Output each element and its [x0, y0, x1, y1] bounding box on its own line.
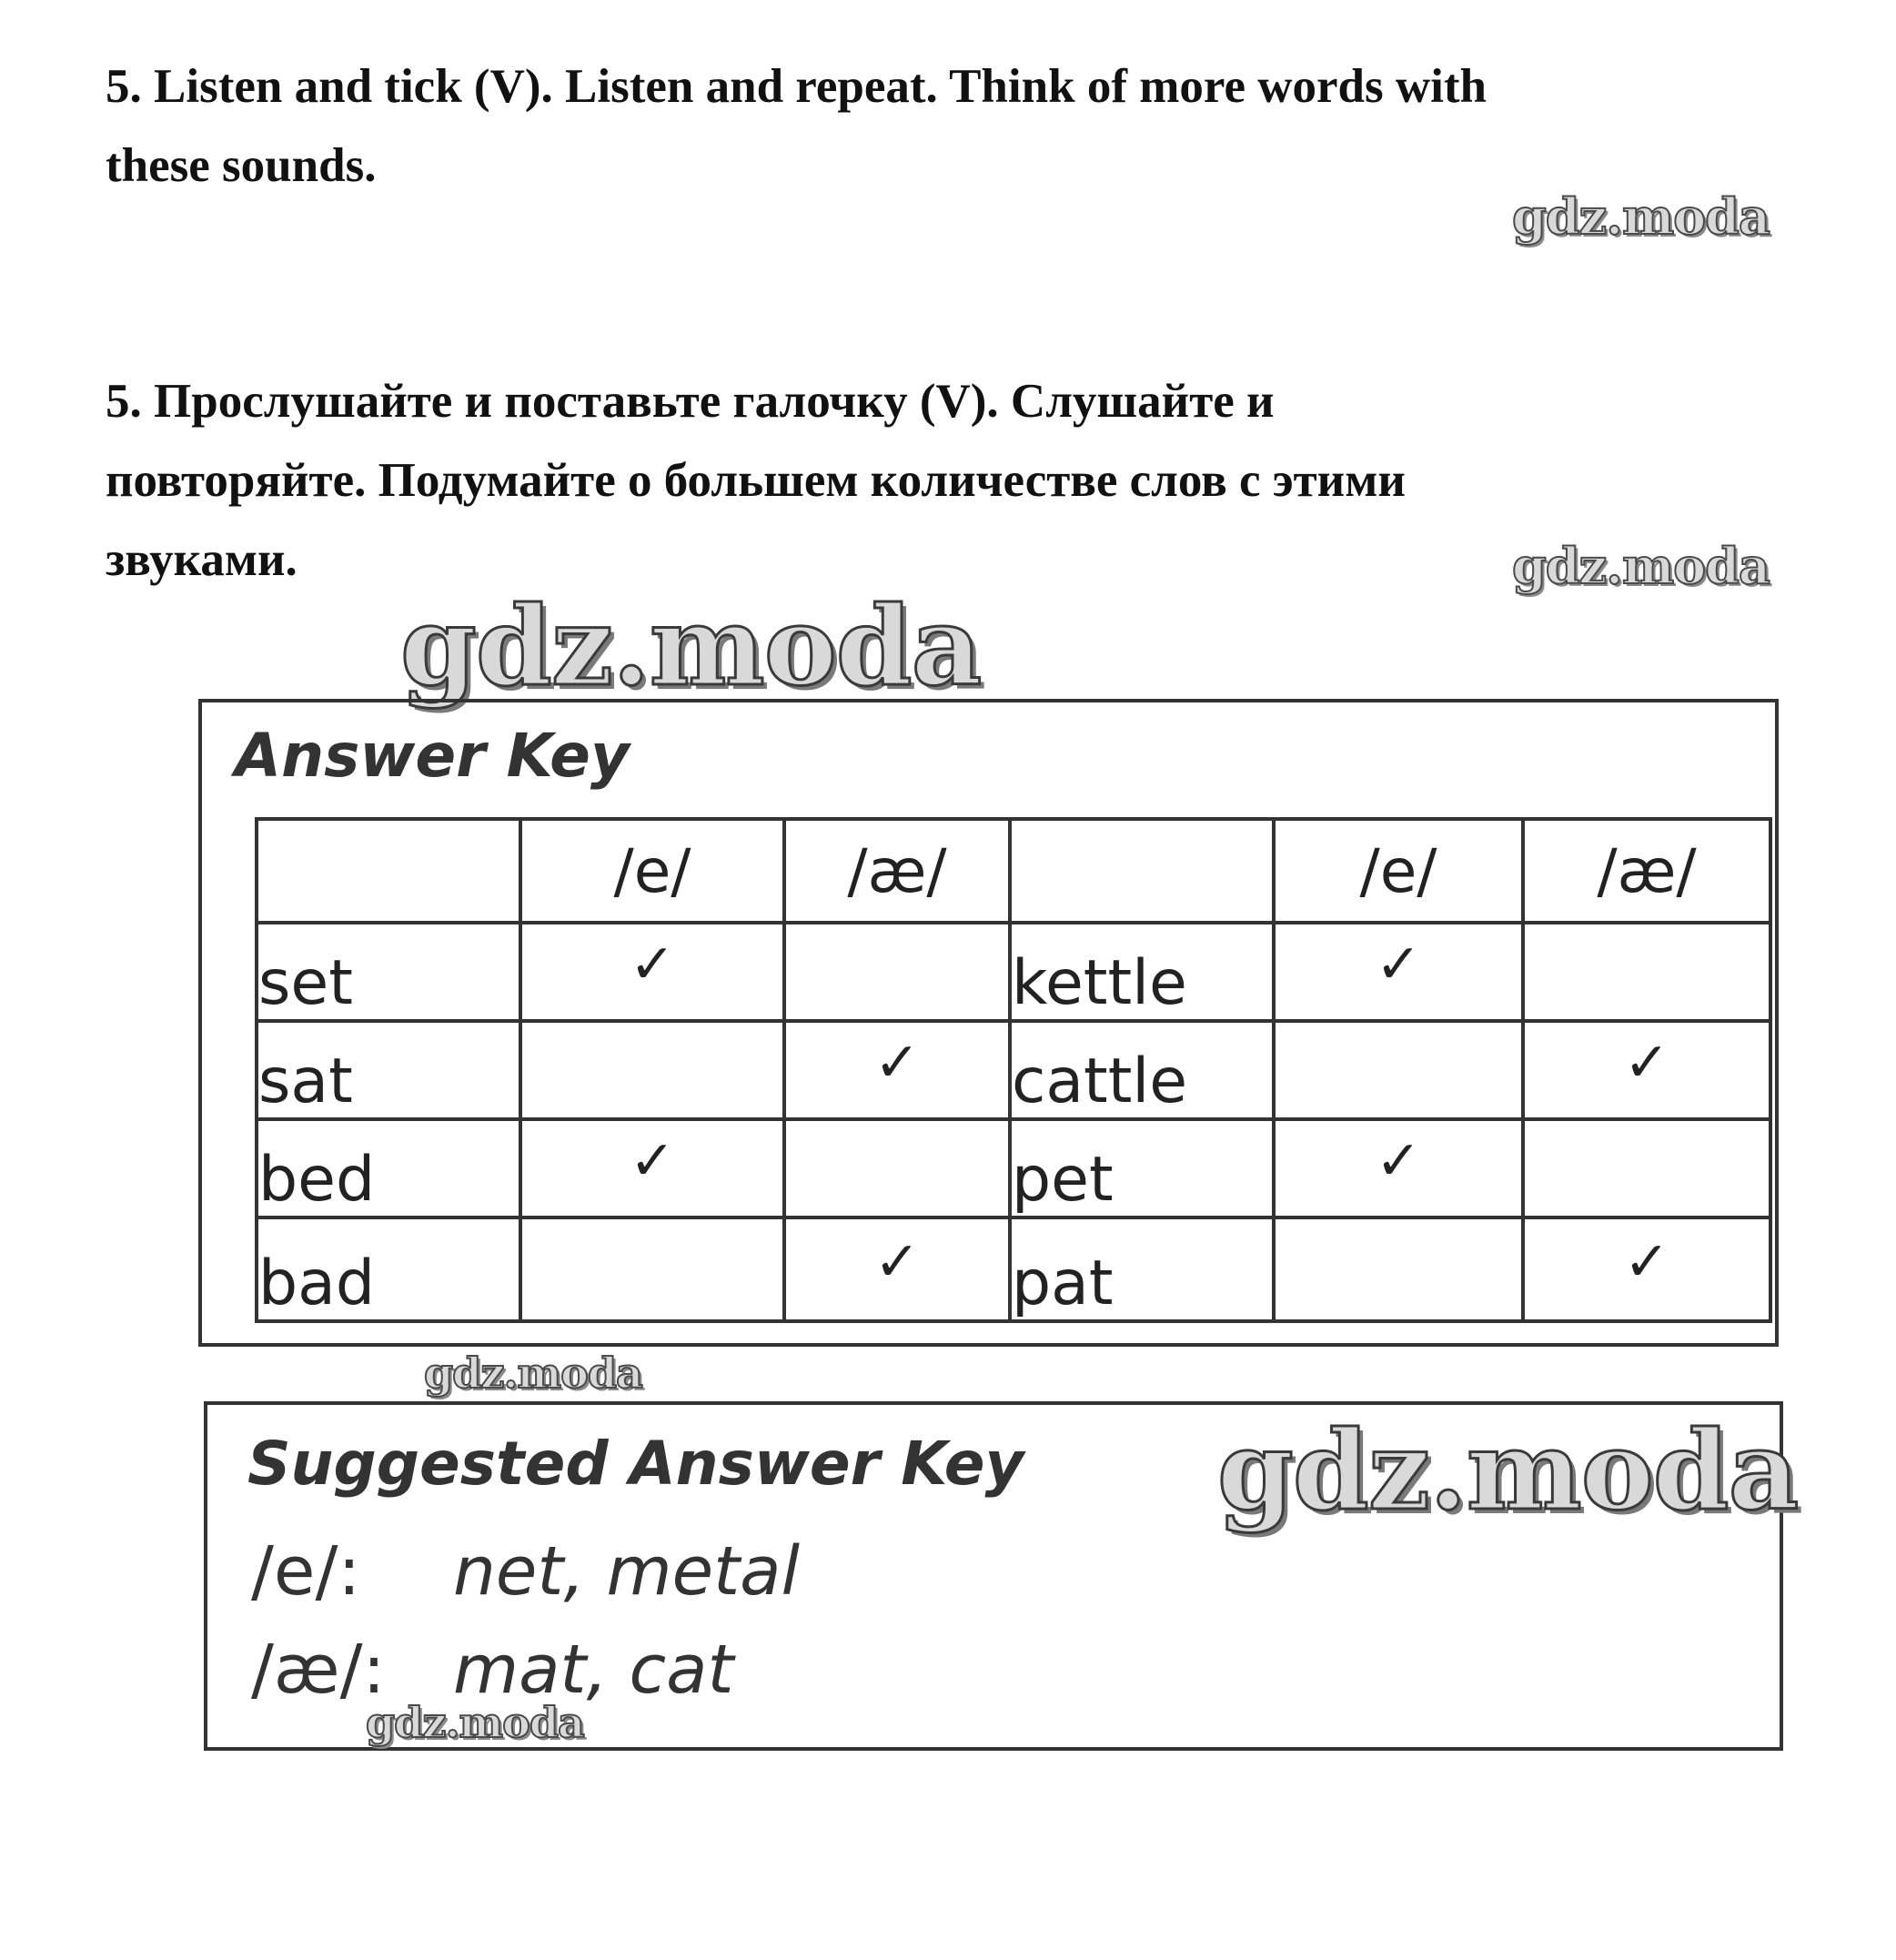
check-icon: ✓ — [1375, 1129, 1422, 1193]
word-cell: bad — [257, 1217, 520, 1321]
tick-cell — [784, 923, 1010, 1021]
header-cell: /e/ — [1274, 819, 1523, 923]
instruction-russian-line-2: повторяйте. Подумайте о большем количестве слов с этими — [106, 454, 1406, 507]
tick-cell — [1274, 1119, 1523, 1217]
watermark: gdz.moda — [400, 582, 982, 711]
instruction-russian — [106, 362, 1652, 600]
tick-cell — [1523, 1217, 1770, 1321]
tick-cell — [1523, 1021, 1770, 1119]
watermark: gdz.moda — [1512, 187, 1770, 246]
tick-cell — [1523, 923, 1770, 1021]
instruction-english-line-2: these sounds. — [106, 139, 377, 192]
answer-key-box — [198, 699, 1779, 1347]
watermark: gdz.moda — [424, 1349, 642, 1398]
example-words: net, metal — [453, 1532, 801, 1611]
watermark: gdz.moda — [366, 1698, 584, 1747]
tick-cell — [1274, 1021, 1523, 1119]
check-icon: ✓ — [1375, 933, 1422, 996]
tick-cell — [520, 1021, 784, 1119]
tick-cell — [1274, 923, 1523, 1021]
check-icon: ✓ — [1623, 1230, 1670, 1294]
tick-cell — [520, 923, 784, 1021]
suggested-line — [251, 1532, 800, 1611]
check-icon: ✓ — [629, 933, 676, 996]
sound-symbol: /æ/: — [251, 1631, 386, 1709]
table-row — [257, 923, 1770, 1021]
tick-cell — [520, 1217, 784, 1321]
header-cell — [257, 819, 520, 923]
table-row — [257, 1119, 1770, 1217]
instruction-english-line-1: 5. Listen and tick (V). Listen and repeat. Think of more words with — [106, 60, 1488, 113]
word-cell: pet — [1010, 1119, 1274, 1217]
word-cell: kettle — [1010, 923, 1274, 1021]
tick-cell — [784, 1217, 1010, 1321]
check-icon: ✓ — [873, 1031, 921, 1095]
tick-cell — [1274, 1217, 1523, 1321]
header-cell — [1010, 819, 1274, 923]
watermark: gdz.moda — [1512, 537, 1770, 595]
instruction-english — [106, 47, 1652, 206]
word-cell: sat — [257, 1021, 520, 1119]
table-row — [257, 1021, 1770, 1119]
header-cell: /æ/ — [784, 819, 1010, 923]
table-header-row — [257, 819, 1770, 923]
word-cell: pat — [1010, 1217, 1274, 1321]
tick-cell — [1523, 1119, 1770, 1217]
check-icon: ✓ — [629, 1129, 676, 1193]
suggested-answer-key-title: Suggested Answer Key — [247, 1429, 1024, 1499]
table-row — [257, 1217, 1770, 1321]
instruction-russian-line-3: звуками. — [106, 533, 298, 586]
watermark: gdz.moda — [1217, 1407, 1799, 1535]
tick-cell — [784, 1119, 1010, 1217]
answer-key-table — [255, 817, 1772, 1323]
word-cell: set — [257, 923, 520, 1021]
tick-cell — [520, 1119, 784, 1217]
answer-key-title: Answer Key — [235, 721, 630, 791]
word-cell: cattle — [1010, 1021, 1274, 1119]
header-cell: /æ/ — [1523, 819, 1770, 923]
header-cell: /e/ — [520, 819, 784, 923]
tick-cell — [784, 1021, 1010, 1119]
check-icon: ✓ — [1623, 1031, 1670, 1095]
word-cell: bed — [257, 1119, 520, 1217]
check-icon: ✓ — [873, 1230, 921, 1294]
instruction-russian-line-1: 5. Прослушайте и поставьте галочку (V). Слушайте и — [106, 375, 1275, 428]
sound-symbol: /e/: — [251, 1532, 361, 1611]
example-words: mat, cat — [453, 1631, 734, 1709]
